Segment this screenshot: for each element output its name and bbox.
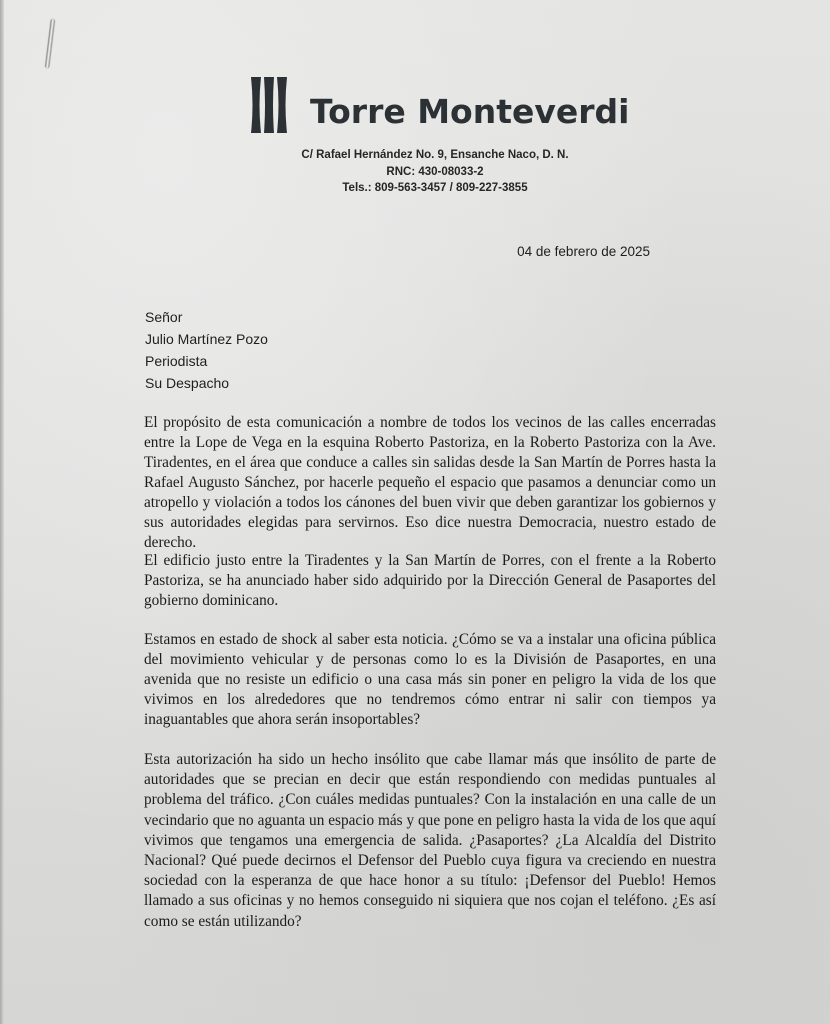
letterhead-phones: Tels.: 809-563-3457 / 809-227-3855 [342, 182, 528, 194]
body-paragraph-2 [144, 551, 716, 611]
staple-icon [45, 19, 55, 68]
letterhead-rnc: RNC: 430-08033-2 [386, 166, 484, 178]
recipient-office: Su Despacho [145, 375, 230, 391]
letter-date: 04 de febrero de 2025 [517, 244, 650, 259]
paragraph-text: Estamos en estado de shock al saber esta noticia. ¿Cómo se va a instalar una oficina pública del movimiento vehicular y de personas como lo es la División de Pasaportes, en una avenida que no resiste un edificio o una casa más sin poner en peligro la vida de los que vivimos en los alrededores que no tendremos cómo entrar ni salir con tiempos ya inaguantables que ahora serán insoportables? [144, 631, 716, 728]
letterhead-address: C/ Rafael Hernández No. 9, Ensanche Naco, D. N. [301, 149, 569, 161]
recipient-salutation: Señor [145, 309, 183, 325]
body-paragraph-1 [144, 413, 716, 553]
bleed-through-text [240, 268, 720, 287]
paragraph-text: El edificio justo entre la Tiradentes y la San Martín de Porres, con el frente a la Roberto Pastoriza, se ha anunciado haber sido adquirido por la Dirección General de Pasaportes del gobierno dominicano. [144, 552, 716, 609]
recipient-title: Periodista [145, 353, 208, 369]
brand-name: Torre Monteverdi [310, 92, 630, 131]
three-vertical-bars-logo-icon [250, 76, 288, 134]
body-paragraph-3 [144, 630, 716, 730]
recipient-name: Julio Martínez Pozo [145, 331, 268, 347]
paragraph-text: El propósito de esta comunicación a nombre de todos los vecinos de las calles encerradas entre la Lope de Vega en la esquina Roberto Pastoriza, en la Roberto Pastoriza con la Ave. Tiradentes, en el área que conduce a calles sin salidas desde la San Martín de Porres hasta la Rafael Augusto Sánchez, por hacerle pequeño el espacio que pasamos a denunciar como un atropello y violación a todos los cánones del buen vivir que deben garantizar los gobiernos y sus autoridades elegidas para servirnos. Eso dice nuestra Democracia, nuestro estado de derecho. [144, 414, 716, 551]
recipient-block [145, 306, 268, 394]
paragraph-text: Esta autorización ha sido un hecho insólito que cabe llamar más que insólito de parte de autoridades que se precian en decir que están respondiendo con medidas puntuales al problema del tráfico. ¿Con cuáles medidas puntuales? Con la instalación en una calle de un vecindario que no aguanta un espacio más y que pone en peligro hasta la vida de los que aquí vivimos que tengamos una emergencia de salida. ¿Pasaportes? ¿La Alcaldía del Distrito Nacional? Qué puede decirnos el Defensor del Pueblo cuya figura va creciendo en nuestra sociedad con la esperanza de que hace honor a su título: ¡Defensor del Pueblo! Hemos llamado a sus oficinas y no hemos conseguido ni siquiera que nos cojan el teléfono. ¿Es así como se están utilizando? [144, 751, 716, 930]
body-paragraph-4 [144, 750, 716, 932]
paper-edge [0, 0, 4, 1024]
